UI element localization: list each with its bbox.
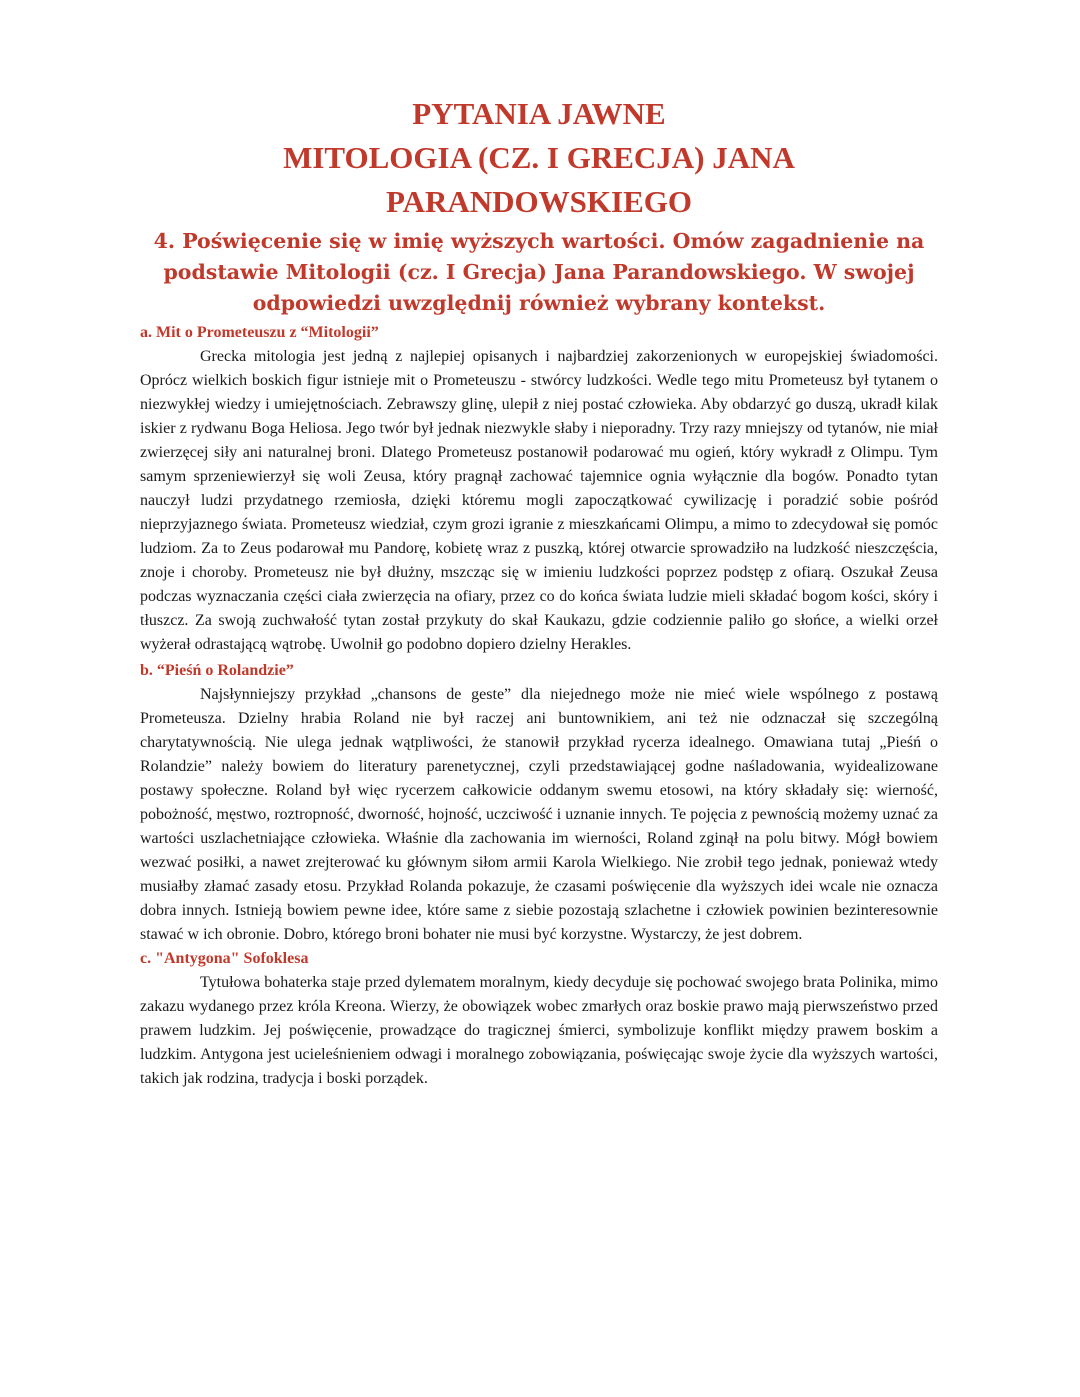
section-heading-a: a. Mit o Prometeuszu z “Mitologii” bbox=[140, 324, 379, 341]
title-line-2: MITOLOGIA (CZ. I GRECJA) JANA bbox=[283, 140, 795, 175]
section-heading-c: c. "Antygona" Sofoklesa bbox=[140, 950, 309, 967]
document-page bbox=[140, 92, 938, 1091]
question-heading: 4. Poświęcenie się w imię wyższych wartości. Omów zagadnienie na podstawie Mitologii (cz. I Grecja) Jana Parandowskiego. W swojej odpowiedzi uwzględnij również wybrany kontekst. bbox=[153, 229, 925, 315]
section-roland bbox=[140, 659, 938, 947]
section-body-b: Najsłynniejszy przykład „chansons de geste” dla niejednego może nie mieć wiele wspólnego z postawą Prometeusza. Dzielny hrabia Roland nie był raczej ani buntownikiem, ani też nie odznaczał się szczególną charytatywnością. Nie ulega jednak wątpliwości, że stanowił przykład rycerza idealnego. Omawiana tutaj „Pieśń o Rolandzie” należy bowiem do literatury parenetycznej, czyli przedstawiającej godne naśladowania, wyidealizowane postawy społeczne. Roland był więc rycerzem całkowicie oddanym swemu etosowi, na który składały się: wierność, pobożność, męstwo, roztropność, dworność, hojność, uczciwość i uznanie innych. Te pojęcia z pewnością możemy uznać za wartości uszlachetniające człowieka. Właśnie dla zachowania im wierności, Roland zginął na polu bitwy. Mógł bowiem wezwać posiłki, a nawet zrejterować ku głównym siłom armii Karola Wielkiego. Nie zrobił tego jednak, ponieważ wtedy musiałby złamać zasady etosu. Przykład Rolanda pokazuje, że czasami poświęcenie dla wyższych idei wcale nie oznacza dobra innych. Istnieją bowiem pewne idee, które same z siebie pozostają szlachetne i człowiek powinien bezinteresownie stawać w ich obronie. Dobro, którego broni bohater nie musi być korzystne. Wystarczy, że jest dobrem. bbox=[140, 686, 938, 943]
document-title bbox=[140, 92, 938, 224]
section-body-a: Grecka mitologia jest jedną z najlepiej opisanych i najbardziej zakorzenionych w europejskiej świadomości. Oprócz wielkich boskich figur istnieje mit o Prometeuszu - stwórcy ludzkości. Wedle tego mitu Prometeusz był tytanem o niezwykłej wiedzy i umiejętnościach. Zebrawszy glinę, ulepił z niej postać człowieka. Aby obdarzyć go duszą, ukradł kilak iskier z rydwanu Boga Heliosa. Jego twór był jednak niezwykle słaby i nieporadny. Trzy razy mniejszy od tytanów, nie miał zwierzęcej siły ani naturalnej broni. Dlatego Prometeusz postanowił podarować mu ogień, który wykradł z Olimpu. Tym samym sprzeniewierzył się woli Zeusa, który pragnął zachować tajemnice ognia wyłącznie dla bogów. Ponadto tytan nauczył ludzi przydatnego rzemiosła, dzięki któremu mogli zapoczątkować cywilizację i poradzić sobie pośród nieprzyjaznego świata. Prometeusz wiedział, czym grozi igranie z mieszkańcami Olimpu, a mimo to zdecydował się pomóc ludziom. Za to Zeus podarował mu Pandorę, kobietę wraz z puszką, której otwarcie sprowadziło na ludzkość nieszczęścia, znoje i choroby. Prometeusz nie był dłużny, mszcząc się w imieniu ludzkości poprzez podstęp z ofiarą. Oszukał Zeusa podczas wyznaczania części ciała zwierzęcia na ofiary, przez co do końca świata ludzie mieli składać bogom kości, skóry i tłuszcz. Za swoją zuchwałość tytan został przykuty do skał Kaukazu, gdzie codziennie paliło go słońce, a wielki orzeł wyżerał odrastającą wątrobę. Uwolnił go podobno dopiero dzielny Herakles. bbox=[140, 348, 938, 653]
section-heading-b: b. “Pieśń o Rolandzie” bbox=[140, 662, 294, 679]
section-antigone bbox=[140, 947, 938, 1091]
section-prometheus bbox=[140, 321, 938, 657]
title-line-1: PYTANIA JAWNE bbox=[412, 96, 666, 131]
title-line-3: PARANDOWSKIEGO bbox=[385, 184, 692, 219]
section-body-c: Tytułowa bohaterka staje przed dylematem moralnym, kiedy decyduje się pochować swojego brata Polinika, mimo zakazu wydanego przez króla Kreona. Wierzy, że obowiązek wobec zmarłych oraz boskie prawo mają pierwszeństwo przed prawem ludzkim. Jej poświęcenie, prowadzące do tragicznej śmierci, symbolizuje konflikt między prawem boskim a ludzkim. Antygona jest ucieleśnieniem odwagi i moralnego zobowiązania, poświęcając swoje życie dla wyższych wartości, takich jak rodzina, tradycja i boski porządek. bbox=[140, 974, 938, 1087]
